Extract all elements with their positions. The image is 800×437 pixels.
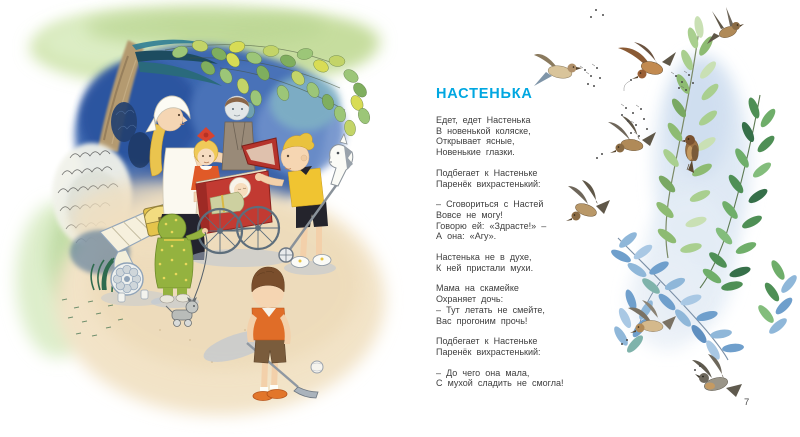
poem-line: Едет, едет Настенька (436, 115, 531, 125)
poem-line: – Сговориться с Настей (436, 199, 544, 210)
bird-top-right (707, 7, 744, 44)
bird-bottom (692, 354, 742, 397)
poem-line: К ней пристали мухи. (436, 262, 534, 273)
poem-line: Паренёк вихрастенький: (436, 178, 541, 189)
stanza (436, 168, 626, 189)
poem-column (436, 86, 626, 399)
stanza (436, 368, 626, 389)
page-number: 7 (744, 397, 750, 408)
poem-title: НАСТЕНЬКА (436, 86, 533, 102)
bird-far-left (534, 54, 582, 86)
poem-line: Мама на скамейке (436, 283, 519, 294)
poem-line: Настенька не в духе, (436, 252, 532, 263)
park-scene (16, 8, 385, 415)
stanza (436, 252, 626, 273)
poem-line: Охраняет дочь: (436, 294, 504, 305)
poem-line: – До чего она мала, (436, 367, 530, 378)
poem-line: Паренёк вихрастенький: (436, 346, 541, 357)
poem-line: Подбегает к Настеньке (436, 336, 538, 347)
poem-line: Открывает ясные, (436, 136, 515, 147)
stanza (436, 199, 626, 242)
poem-line: С мухой сладить не смогла! (436, 378, 564, 389)
bird-diving (618, 42, 676, 91)
poem-line: Подбегает к Настеньке (436, 167, 538, 178)
poem-line: Говорю ей: «Здрасте!» – (436, 220, 547, 231)
poem-line: Вас прогоним прочь! (436, 315, 528, 326)
stanza (436, 283, 626, 326)
stanza (436, 115, 626, 158)
poem-line: А она: «Агу». (436, 231, 497, 242)
poem-line: – Тут летать не смейте, (436, 304, 545, 315)
poem-line: Новенькие глазки. (436, 147, 515, 158)
stanza (436, 336, 626, 357)
poem-line: В новенькой коляске, (436, 125, 531, 136)
poem-line: Вовсе не могу! (436, 209, 503, 220)
